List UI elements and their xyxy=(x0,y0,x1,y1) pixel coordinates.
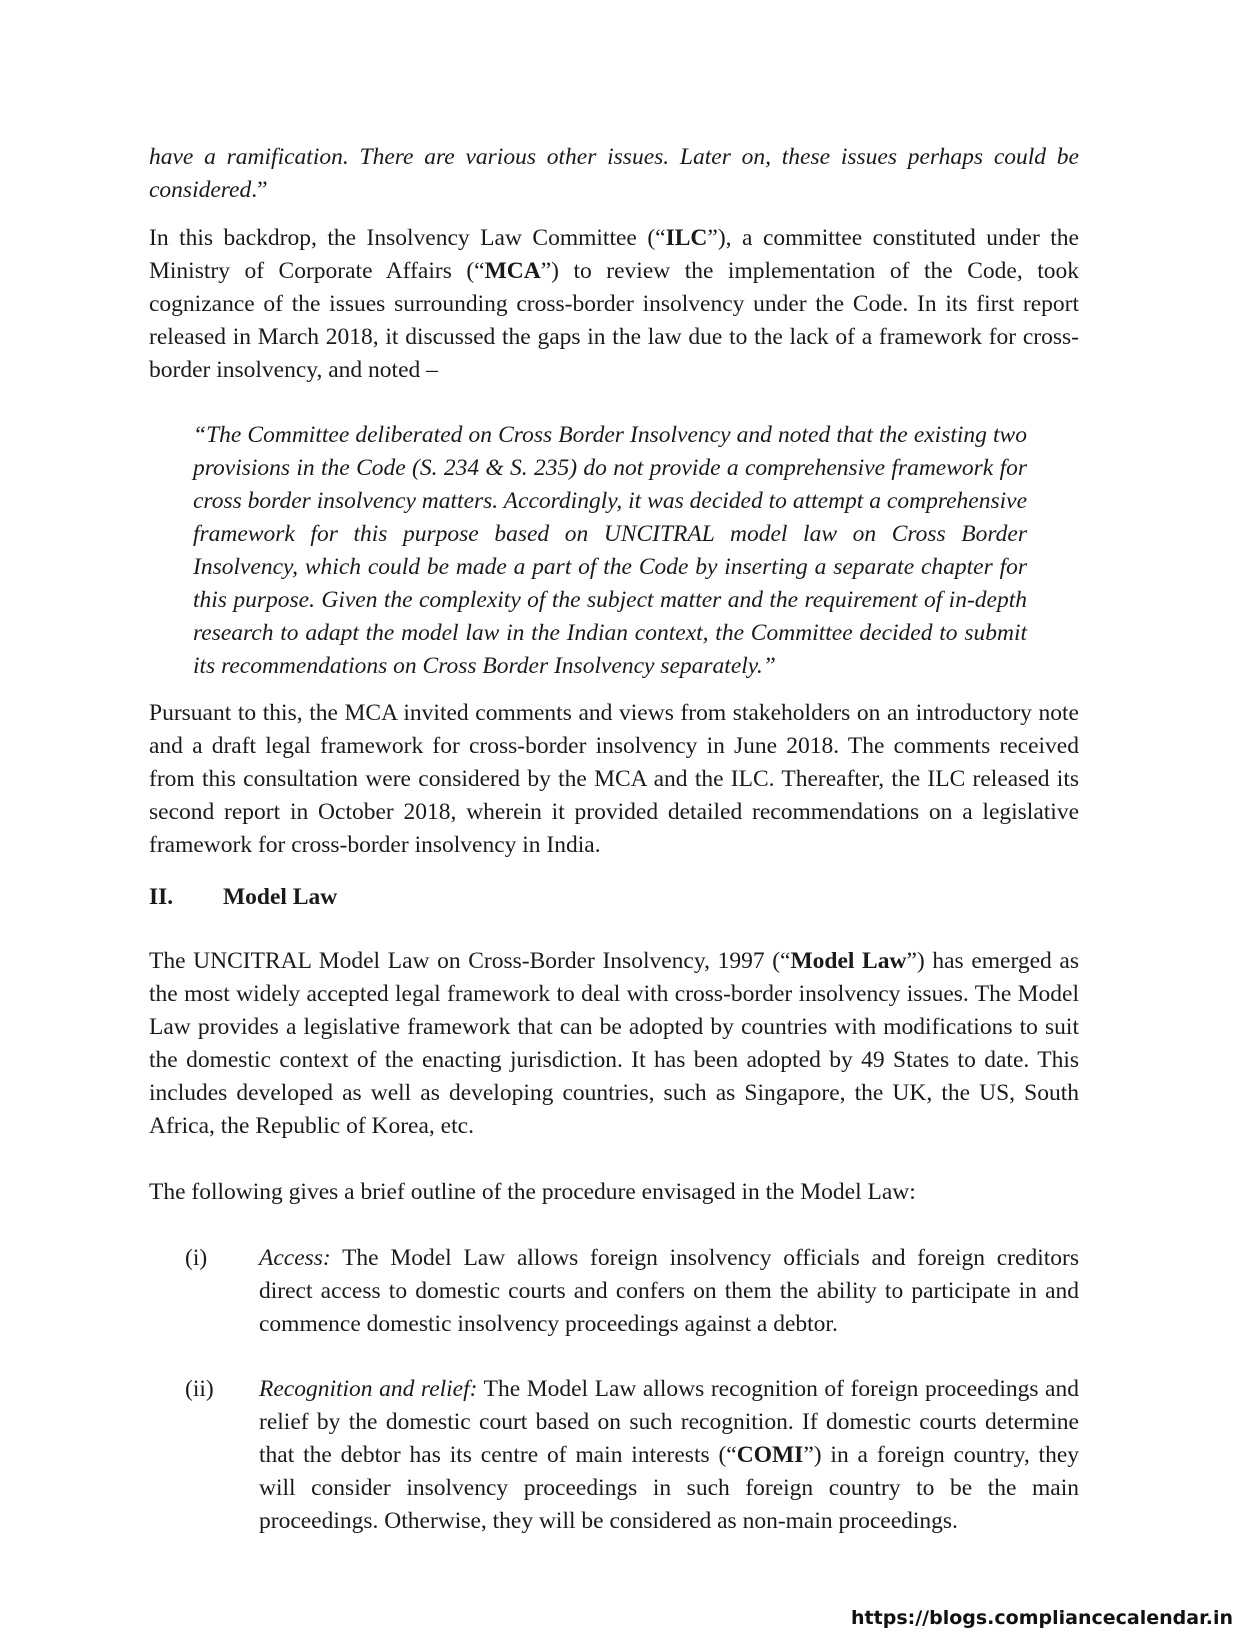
document-page xyxy=(149,141,1079,1570)
list-item-number: (ii) xyxy=(185,1376,214,1402)
list-item-body: Access: The Model Law allows foreign insolvency officials and foreign creditors direct access to domestic courts and confers on them the ability to participate in and commence domestic insolvency proceedings against a debtor. xyxy=(259,1245,1079,1337)
paragraph-procedure-outline: The following gives a brief outline of the procedure envisaged in the Model Law: xyxy=(149,1179,916,1205)
footer-url-link[interactable]: https://blogs.compliancecalendar.in xyxy=(851,1607,1233,1629)
list-item-access xyxy=(185,1242,1079,1341)
section-number: II. xyxy=(149,884,174,910)
paragraph-ilc-backdrop: In this backdrop, the Insolvency Law Committee (“ILC”), a committee constituted under the Ministry of Corporate Affairs (“MCA”) to review the implementation of the Code, took cognizance of the issues surrounding cross-border insolvency under the Code. In its first report released in March 2018, it discussed the gaps in the law due to the lack of a framework for cross-border insolvency, and noted – xyxy=(149,225,1079,383)
paragraph-mca-consultation: Pursuant to this, the MCA invited comments and views from stakeholders on an introductory note and a draft legal framework for cross-border insolvency in June 2018. The comments received from this consultation were considered by the MCA and the ILC. Thereafter, the ILC released its second report in October 2018, wherein it provided detailed recommendations on a legislative framework for cross-border insolvency in India. xyxy=(149,700,1079,858)
section-heading xyxy=(149,881,1079,914)
list-item-recognition xyxy=(185,1373,1079,1538)
list-item-body: Recognition and relief: The Model Law allows recognition of foreign proceedings and relief by the domestic court based on such recognition. If domestic courts determine that the debtor has its centre of main interests (“COMI”) in a foreign country, they will consider insolvency proceedings in such foreign country to be the main proceedings. Otherwise, they will be considered as non-main proceedings. xyxy=(259,1376,1080,1534)
paragraph-model-law-intro: The UNCITRAL Model Law on Cross-Border Insolvency, 1997 (“Model Law”) has emerged as the most widely accepted legal framework to deal with cross-border insolvency issues. The Model Law provides a legislative framework that can be adopted by countries with modifications to suit the domestic context of the enacting jurisdiction. It has been adopted by 49 States to date. This includes developed as well as developing countries, such as Singapore, the UK, the US, South Africa, the Republic of Korea, etc. xyxy=(149,948,1079,1139)
section-title: Model Law xyxy=(223,884,338,910)
list-item-number: (i) xyxy=(185,1245,208,1271)
quote-continuation: have a ramification. There are various other issues. Later on, these issues perhaps could be considered.” xyxy=(149,144,1079,203)
block-quote-committee: “The Committee deliberated on Cross Border Insolvency and noted that the existing two provisions in the Code (S. 234 & S. 235) do not provide a comprehensive framework for cross border insolvency matters. Accordingly, it was decided to attempt a comprehensive framework for this purpose based on UNCITRAL model law on Cross Border Insolvency, which could be made a part of the Code by inserting a separate chapter for this purpose. Given the complexity of the subject matter and the requirement of in-depth research to adapt the model law in the Indian context, the Committee decided to submit its recommendations on Cross Border Insolvency separately.” xyxy=(193,422,1027,679)
